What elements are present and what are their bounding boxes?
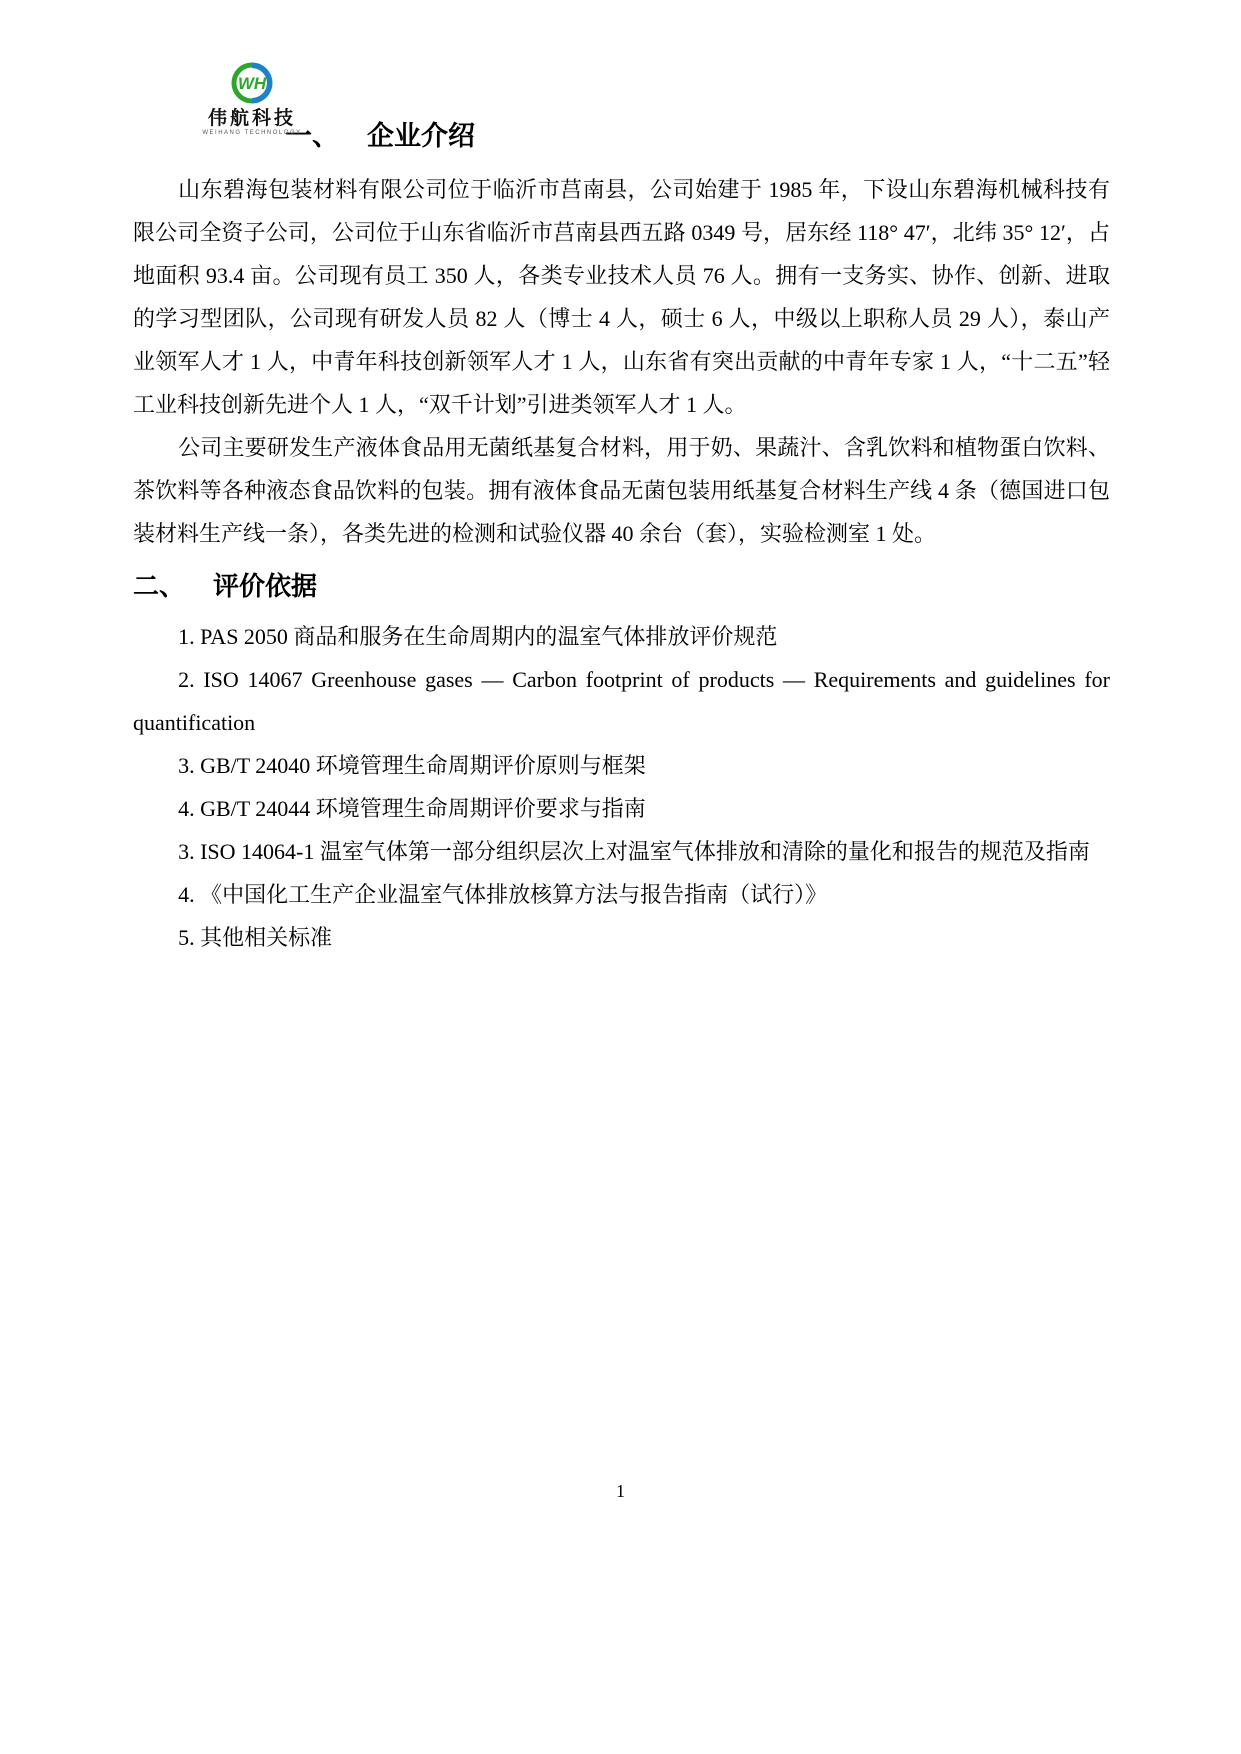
- evaluation-basis-item: 4. 《中国化工生产企业温室气体排放核算方法与报告指南（试行）》: [178, 882, 828, 907]
- evaluation-basis-item: 2. ISO 14067 Greenhouse gases — Carbon footprint of products — Requirements and guidelines for quantification: [133, 667, 1110, 735]
- section-2-title: 评价依据: [213, 571, 318, 601]
- section-1-number: 一、: [285, 121, 339, 151]
- logo-name: 伟航科技: [207, 108, 296, 129]
- page-number: 1: [616, 1481, 625, 1501]
- section-2-heading: [133, 565, 1110, 607]
- evaluation-basis-item: 3. ISO 14064-1 温室气体第一部分组织层次上对温室气体排放和清除的量化和报告的规范及指南: [178, 839, 1090, 864]
- evaluation-basis-item: 3. GB/T 24040 环境管理生命周期评价原则与框架: [178, 753, 646, 778]
- company-logo: [192, 60, 312, 136]
- evaluation-basis-item: 4. GB/T 24044 环境管理生命周期评价要求与指南: [178, 796, 646, 821]
- company-intro-paragraph-2: 公司主要研发生产液体食品用无菌纸基复合材料，用于奶、果蔬汁、含乳饮料和植物蛋白饮料、茶饮料等各种液态食品饮料的包装。拥有液体食品无菌包装用纸基复合材料生产线 4 条（德国进口包装材料生产线一条），各类先进的检测和试验仪器 40 余台（套），实验检测室 1 处。: [133, 435, 1110, 546]
- logo-subtitle: WEIHANG TECHNOLOGY: [202, 130, 302, 136]
- evaluation-basis-item: 5. 其他相关标准: [178, 925, 333, 950]
- evaluation-basis-item: 1. PAS 2050 商品和服务在生命周期内的温室气体排放评价规范: [178, 624, 778, 649]
- company-intro-paragraph-1: 山东碧海包装材料有限公司位于临沂市莒南县，公司始建于 1985 年，下设山东碧海机械科技有限公司全资子公司，公司位于山东省临沂市莒南县西五路 0349 号，居东经 118° 47′，北纬 35° 12′，占地面积 93.4 亩。公司现有员工 350 人，各类专业技术人员 76 人。拥有一支务实、协作、创新、进取的学习型团队，公司现有研发人员 82 人（博士 4 人，硕士 6 人，中级以上职称人员 29 人），泰山产业领军人才 1 人，中青年科技创新领军人才 1 人，山东省有突出贡献的中青年专家 1 人，“十二五”轻工业科技创新先进个人 1 人，“双千计划”引进类领军人才 1 人。: [133, 177, 1110, 417]
- logo-monogram: WH: [238, 74, 266, 94]
- logo-mark-icon: [229, 60, 275, 106]
- section-1-title: 企业介绍: [367, 121, 475, 151]
- section-1-heading: [285, 118, 1110, 154]
- section-2-number: 二、: [133, 571, 186, 601]
